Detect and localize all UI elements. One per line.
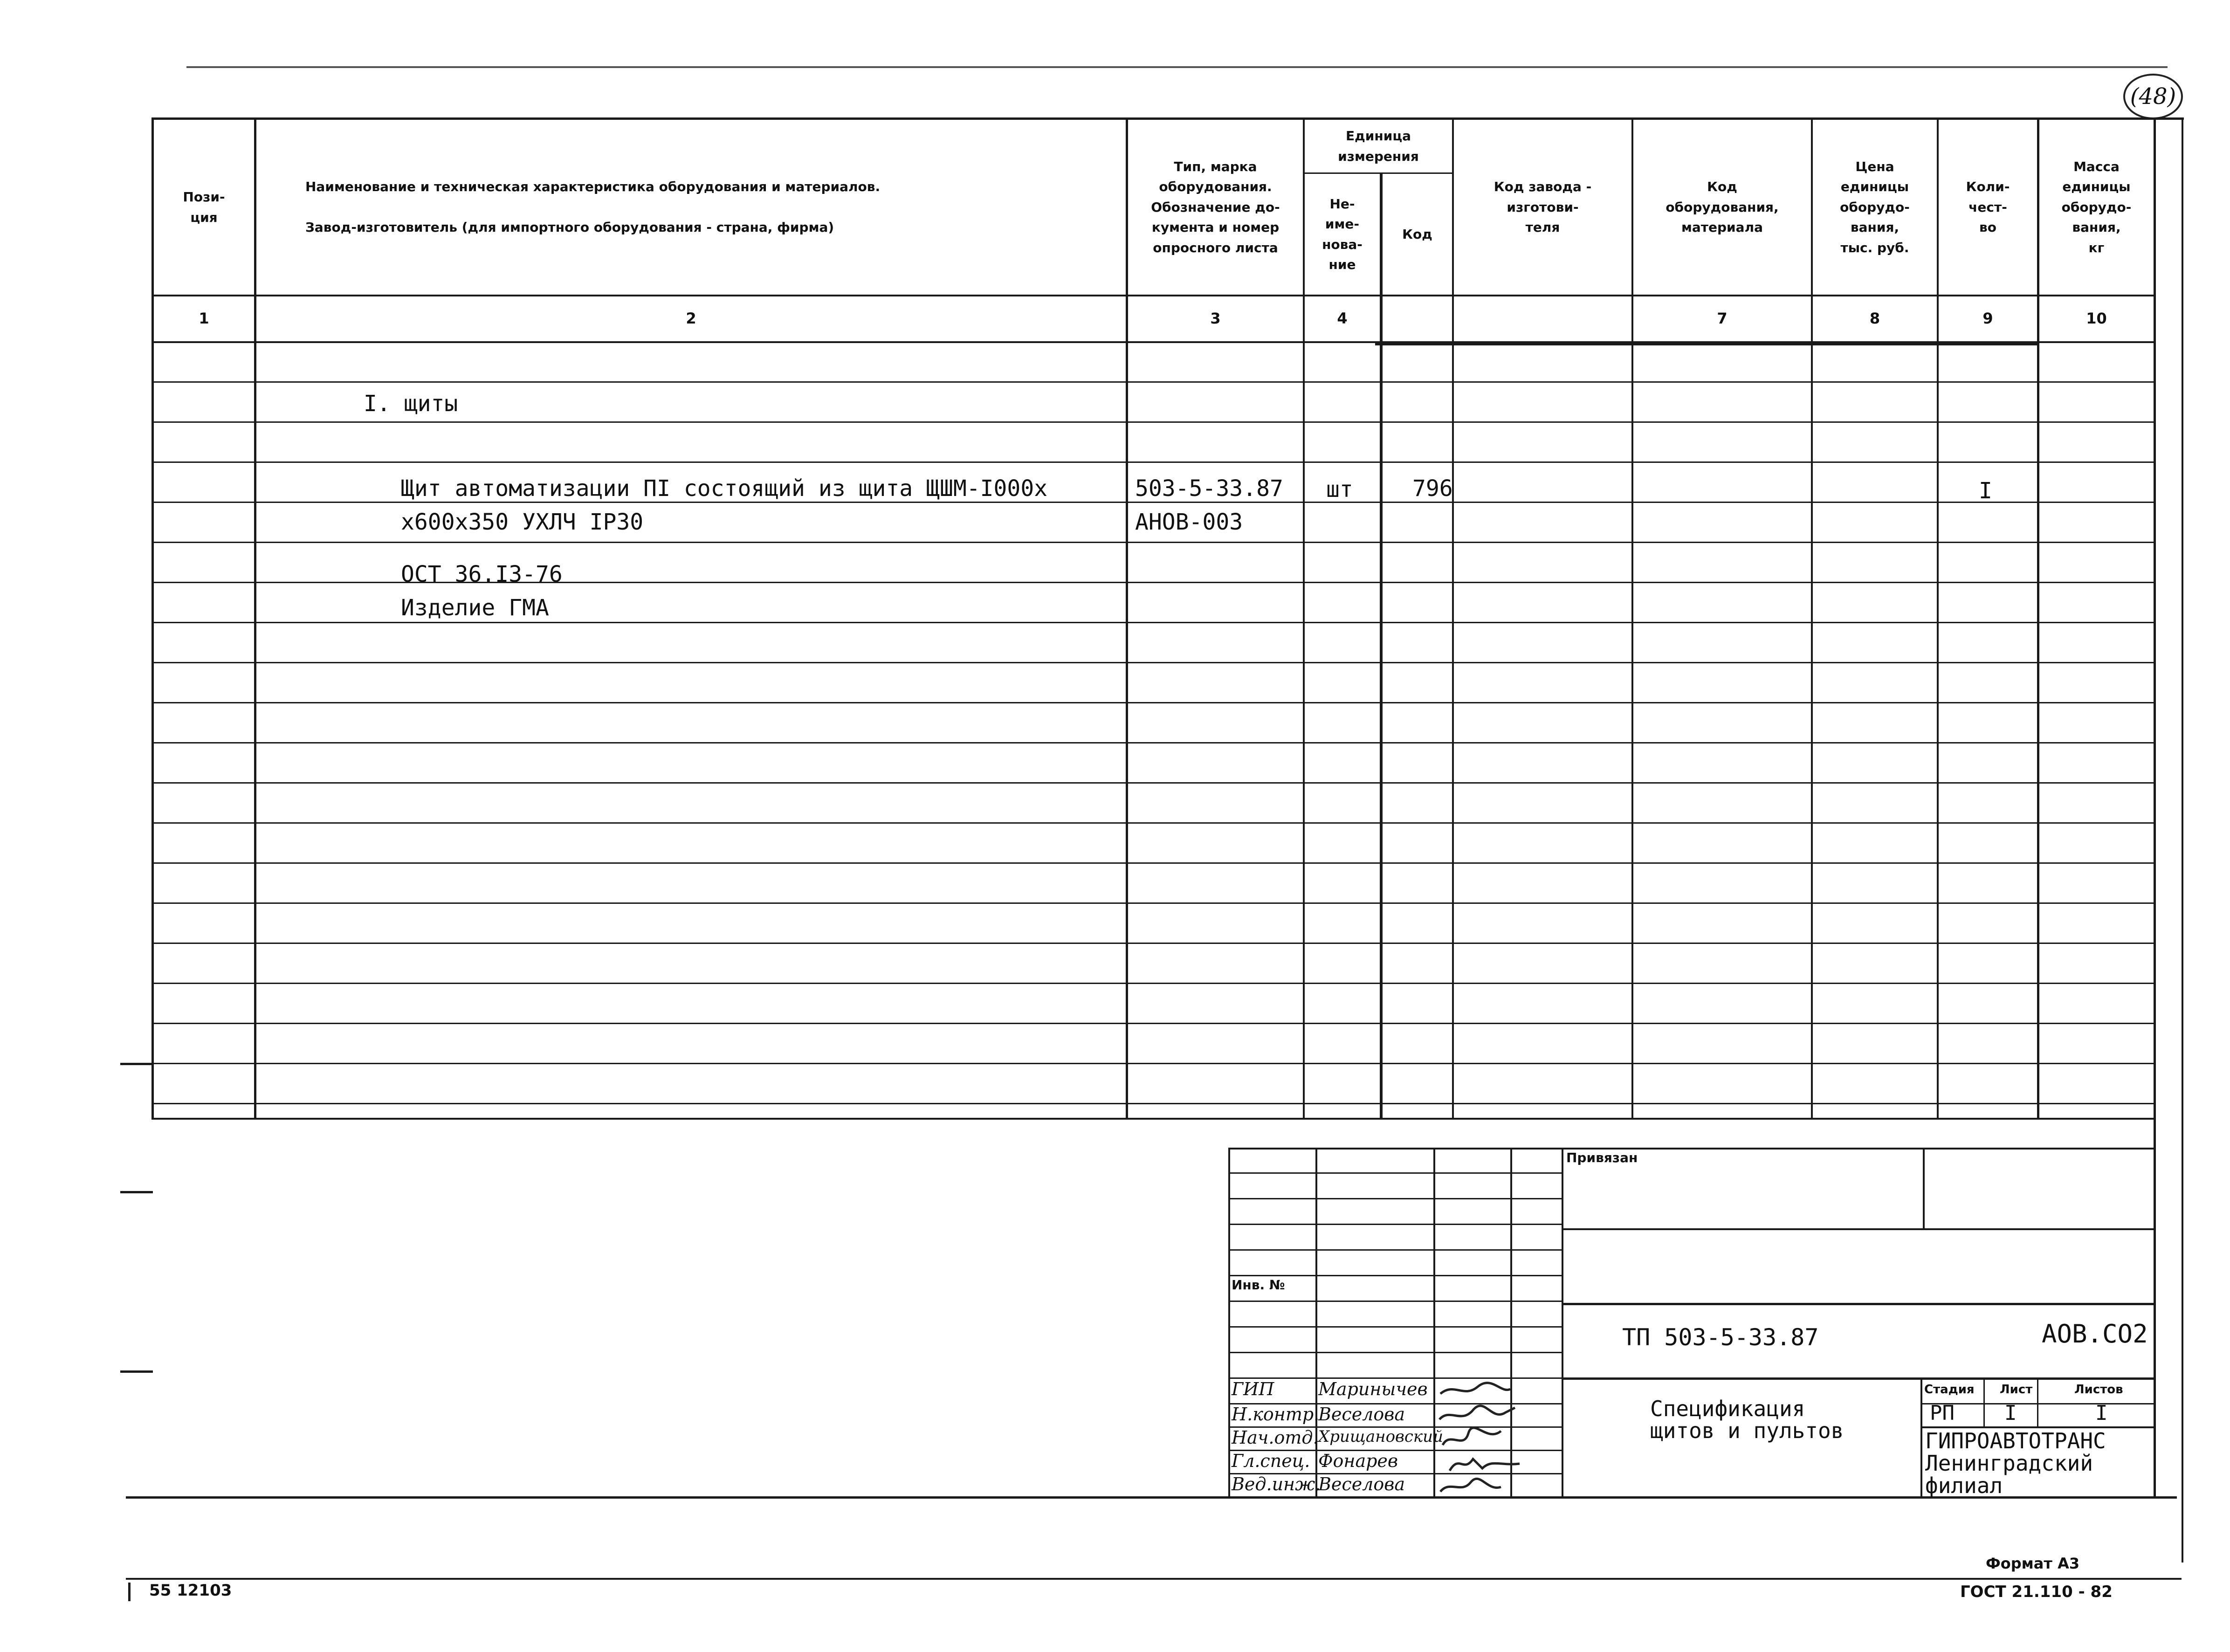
header-price: Цена единицы оборудо- вания, тыс. руб. (1840, 159, 1910, 255)
column-number-7: 7 (1717, 310, 1728, 327)
scan-artifact-line (186, 66, 2168, 68)
stage-value: РП (1930, 1401, 1955, 1425)
column-number-8: 8 (1869, 310, 1880, 327)
archive-tick (128, 1583, 131, 1601)
document-title-line1: Спецификация (1650, 1396, 1805, 1421)
signer-name-3: Хрищановский (1318, 1427, 1443, 1446)
item-quantity: I (1979, 478, 1992, 504)
column-number-1: 1 (199, 310, 209, 327)
column-number-9: 9 (1982, 310, 1993, 327)
document-title-line2: щитов и пультов (1650, 1418, 1844, 1443)
signer-name-1: Маринычев (1318, 1379, 1428, 1399)
column-number-3: 3 (1210, 310, 1221, 327)
header-unit-name: Не- име- нова- ние (1322, 196, 1363, 272)
format-label: Формат А3 (1986, 1555, 2080, 1572)
header-unit-group: Единица измерения (1338, 128, 1419, 164)
sheet-mark (2123, 74, 2183, 119)
header-position: Пози- ция (183, 189, 225, 225)
header-quantity: Коли- чест- во (1966, 179, 2010, 235)
column-number-4: 4 (1337, 310, 1348, 327)
sheet-label: Лист (2000, 1383, 2033, 1397)
header-name: Наименование и техническая характеристика оборудования и материалов. Завод-изготовитель (для импортного оборудования - страна, фирма) (305, 179, 881, 235)
project-code: ТП 503-5-33.87 (1622, 1324, 1819, 1351)
gost-label: ГОСТ 21.110 - 82 (1960, 1583, 2113, 1601)
column-number-10: 10 (2086, 310, 2107, 327)
header-mass: Масса единицы оборудо- вания, кг (2061, 159, 2132, 255)
item-unit: шт (1326, 476, 1353, 502)
signer-role-1: ГИП (1232, 1379, 1274, 1399)
organization-line2: Ленинградский (1925, 1451, 2093, 1476)
signer-name-2: Веселова (1318, 1404, 1405, 1425)
sheet-mark-text: (48) (2130, 83, 2176, 110)
inventory-label: Инв. № (1232, 1277, 1285, 1293)
attached-label: Привязан (1566, 1150, 1638, 1165)
item-name-line2: х600х350 УХЛЧ IP30 (401, 509, 644, 535)
signer-name-5: Веселова (1318, 1474, 1405, 1494)
item-product: Изделие ГМА (401, 595, 549, 621)
item-type-line2: АНОВ-003 (1135, 509, 1243, 535)
signer-role-4: Гл.спец. (1232, 1451, 1310, 1471)
archive-number: 55 12103 (149, 1581, 232, 1600)
header-factory-code: Код завода - изготови- теля (1494, 179, 1592, 235)
organization-line3: филиал (1925, 1473, 2003, 1498)
signer-role-3: Нач.отд. (1232, 1427, 1319, 1448)
sheets-value: I (2095, 1401, 2108, 1425)
header-equipment-code: Код оборудования, материала (1666, 179, 1779, 235)
item-type-line1: 503-5-33.87 (1135, 475, 1283, 502)
stage-label: Стадия (1924, 1383, 1975, 1397)
signer-role-5: Вед.инж. (1232, 1474, 1321, 1494)
header-unit-code: Код (1402, 226, 1432, 242)
sheets-label: Листов (2074, 1383, 2123, 1397)
document-code: АОВ.СО2 (2042, 1319, 2148, 1349)
item-unit-code: 796 (1412, 475, 1453, 502)
item-name-line1: Щит автоматизации ПI состоящий из щита ЩШМ-I000х (401, 475, 1048, 502)
signer-name-4: Фонарев (1318, 1451, 1398, 1471)
organization-line1: ГИПРОАВТОТРАНС (1925, 1428, 2106, 1453)
column-number-2: 2 (686, 310, 696, 327)
item-standard: ОСТ 36.I3-76 (401, 561, 563, 587)
section-title: I. щиты (364, 391, 458, 417)
sheet-value: I (2004, 1401, 2017, 1425)
signature-scribbles (1436, 1380, 1562, 1496)
header-type: Тип, марка оборудования. Обозначение до- кумента и номер опросного листа (1151, 159, 1280, 255)
signer-role-2: Н.контр. (1232, 1404, 1320, 1425)
